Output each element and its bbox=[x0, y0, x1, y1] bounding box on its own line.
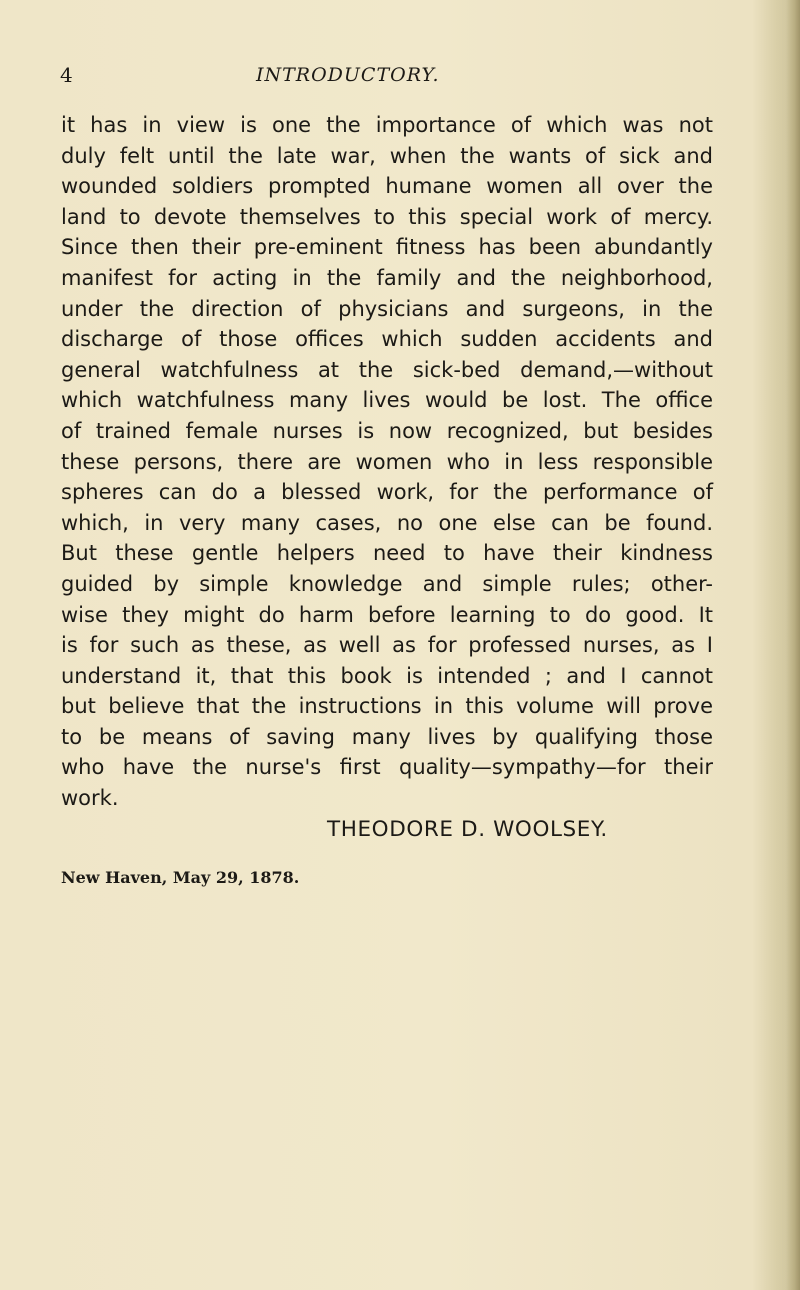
text-line: to be means of saving many lives by qualifying those bbox=[61, 724, 713, 749]
text-line: is for such as these, as well as for professed nurses, as I bbox=[61, 633, 713, 658]
running-head: INTRODUCTORY. bbox=[256, 64, 440, 86]
text-line: which watchfulness many lives would be lost. The office bbox=[61, 388, 713, 413]
author-signature: THEODORE D. WOOLSEY. bbox=[327, 816, 608, 842]
page-number: 4 bbox=[60, 63, 73, 87]
text-line: Since then their pre-eminent fitness has been abundantly bbox=[61, 235, 713, 260]
text-line: But these gentle helpers need to have their kindness bbox=[61, 541, 713, 566]
text-line: spheres can do a blessed work, for the performance of bbox=[61, 480, 713, 505]
text-line: general watchfulness at the sick-bed demand,—without bbox=[61, 357, 713, 382]
dateline: New Haven, May 29, 1878. bbox=[61, 867, 300, 887]
text-line: understand it, that this book is intended ; and I cannot bbox=[61, 663, 713, 688]
text-line: duly felt until the late war, when the wants of sick and bbox=[61, 143, 713, 168]
text-line: discharge of those offices which sudden accidents and bbox=[61, 327, 713, 352]
text-line: who have the nurse's first quality—sympathy—for their bbox=[61, 755, 713, 780]
text-line: of trained female nurses is now recognized, but besides bbox=[61, 418, 713, 443]
page-edge-shadow bbox=[786, 0, 800, 1290]
text-line: which, in very many cases, no one else can be found. bbox=[61, 510, 713, 535]
text-line: it has in view is one the importance of which was not bbox=[61, 113, 713, 137]
text-line: but believe that the instructions in this volume will prove bbox=[61, 694, 713, 719]
text-line: guided by simple knowledge and simple rules; other- bbox=[61, 571, 713, 596]
text-line: wise they might do harm before learning to do good. It bbox=[61, 602, 713, 627]
text-line: under the direction of physicians and surgeons, in the bbox=[61, 296, 713, 321]
text-line: land to devote themselves to this special work of mercy. bbox=[61, 204, 713, 229]
page-header bbox=[0, 60, 800, 90]
text-line: these persons, there are women who in less responsible bbox=[61, 449, 713, 474]
text-line: work. bbox=[61, 786, 119, 811]
text-line: manifest for acting in the family and the neighborhood, bbox=[61, 265, 713, 290]
body-text bbox=[61, 110, 713, 890]
text-line: wounded soldiers prompted humane women all over the bbox=[61, 174, 713, 199]
